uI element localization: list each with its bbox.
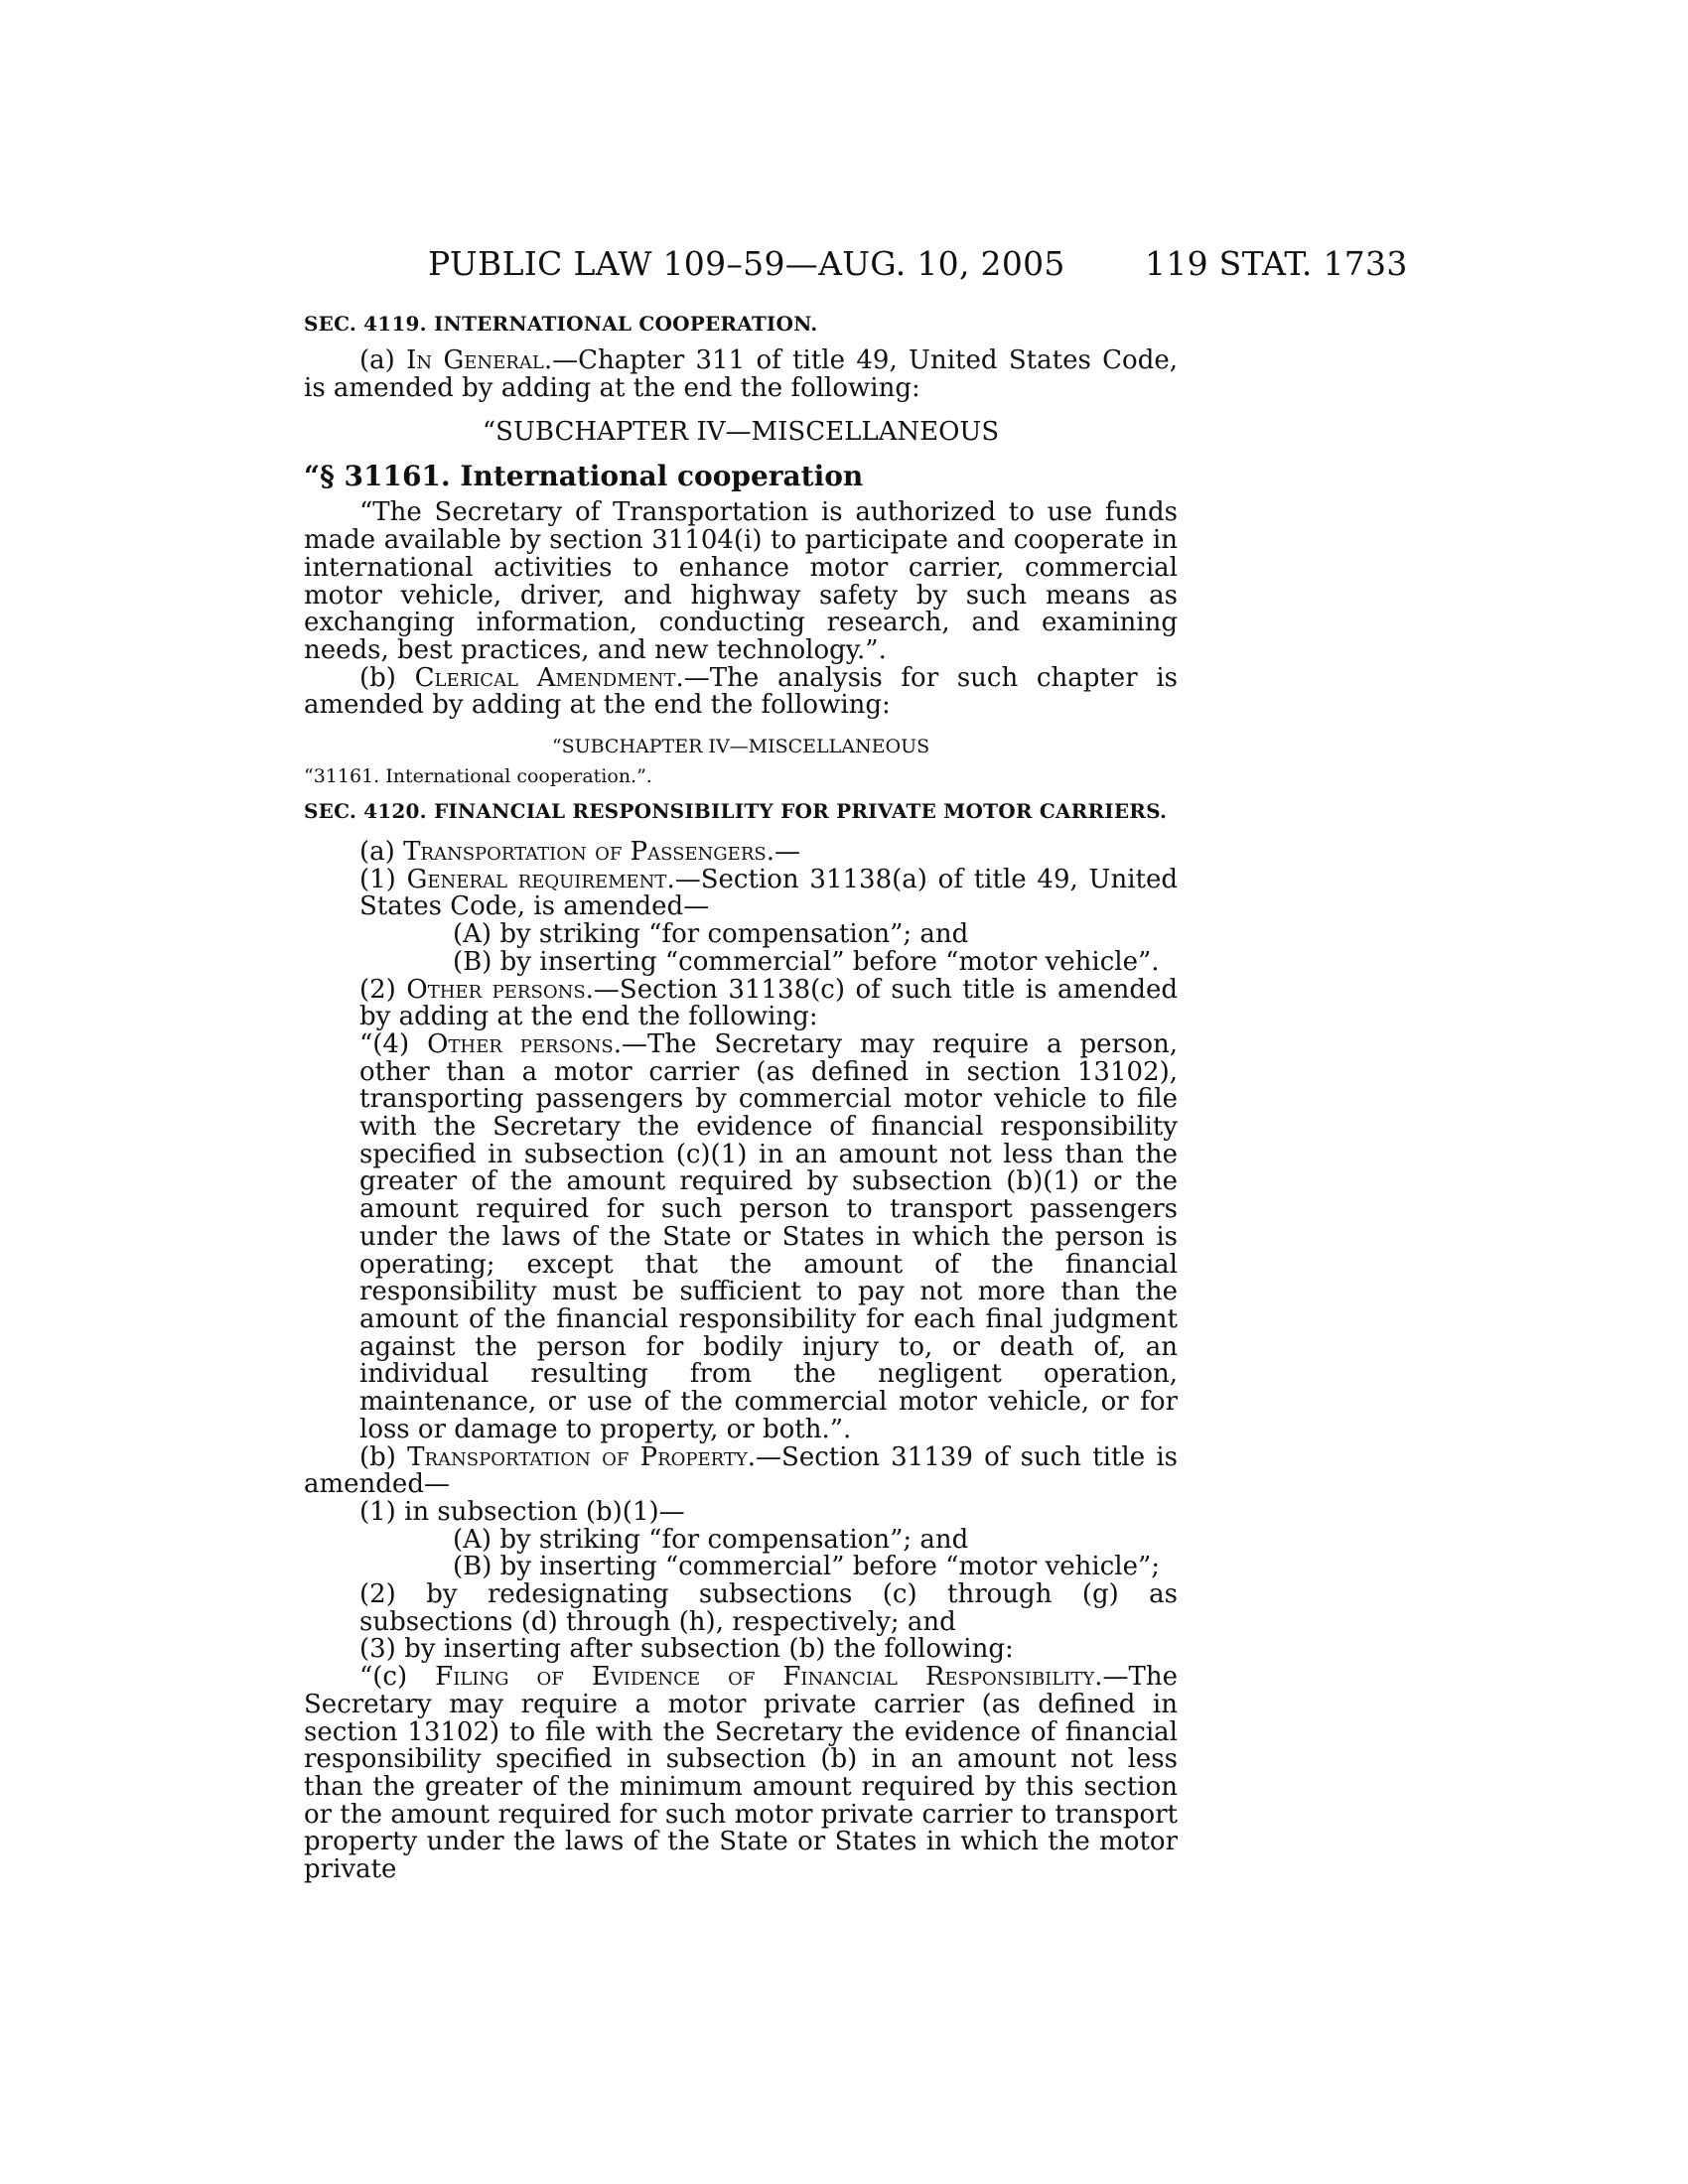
subsection-b-4119: (b) Clerical Amendment.—The analysis for such chapter is amended by adding at the end the following:	[304, 662, 1178, 721]
paragraph-a1: (1) General requirement.—Section 31138(a) of title 49, United States Code, is amended—	[359, 864, 1178, 922]
analysis-item: “31161. International cooperation.”.	[304, 765, 652, 788]
caption: In General	[406, 345, 544, 375]
document-body	[304, 312, 1178, 1884]
analysis-subchapter: “SUBCHAPTER IV—MISCELLANEOUS	[551, 736, 930, 758]
paragraph-b2: (2) by redesignating subsections (c) through (g) as subsections (d) through (h), respectively; and	[359, 1579, 1178, 1637]
subsection-c-new: “(c) Filing of Evidence of Financial Responsibility.—The Secretary may require a motor private carrier (as defined in section 13102) to file with the Secretary the evidence of financial responsibility specified in subsection (b) in an amount not less than the greater of the minimum amount required by this section or the amount required for such motor private carrier to transport property under the laws of the State or States in which the motor private	[304, 1662, 1178, 1885]
subsection-b-4120: (b) Transportation of Property.—Section 31139 of such title is amended—	[304, 1441, 1178, 1500]
paragraph-a2-4: “(4) Other persons.—The Secretary may require a person, other than a motor carrier (as defined in section 13102), transporting passengers by commercial motor vehicle to file with the Secretary the evidence of financial responsibility specified in subsection (c)(1) in an amount not less than the greater of the amount required by subsection (b)(1) or the amount required for such person to transport passengers under the laws of the State or States in which the person is operating; except that the amount of the financial responsibility must be sufficient to pay not more than the amount of the financial responsibility for each final judgment against the person for bodily injury to, or death of, an individual resulting from the negligent operation, maintenance, or use of the commercial motor vehicle, or for loss or damage to property, or both.”.	[359, 1028, 1178, 1444]
page-citation: 119 STAT. 1733	[1145, 244, 1408, 283]
subchapter-title: “SUBCHAPTER IV—MISCELLANEOUS	[482, 417, 1000, 448]
section-31161-text: “The Secretary of Transportation is authorized to use funds made available by section 31104(i) to participate and cooperate in international activities to enhance motor carrier, commercial motor vehicle, driver, and highway safety by such means as exchanging information, conducting research, and examining needs, best practices, and new technology.”.	[304, 497, 1178, 665]
subsection-a-4120: (a) Transportation of Passengers.—	[359, 837, 800, 868]
paragraph-b3: (3) by inserting after subsection (b) the following:	[359, 1634, 1014, 1665]
section-heading-4119: SEC. 4119. INTERNATIONAL COOPERATION.	[304, 312, 818, 336]
section-31161-heading: “§ 31161. International cooperation	[304, 460, 864, 493]
paragraph-b1: (1) in subsection (b)(1)—	[359, 1496, 685, 1527]
running-header: PUBLIC LAW 109–59—AUG. 10, 2005	[428, 244, 1065, 283]
paragraph-a1-A: (A) by striking “for compensation”; and	[453, 919, 969, 950]
paragraph-b1-A: (A) by striking “for compensation”; and	[453, 1524, 969, 1555]
paragraph-b1-B: (B) by inserting “commercial” before “motor vehicle”;	[453, 1552, 1161, 1582]
paragraph-a1-B: (B) by inserting “commercial” before “motor vehicle”.	[453, 946, 1160, 977]
paragraph-a2: (2) Other persons.—Section 31138(c) of such title is amended by adding at the end the following:	[359, 974, 1178, 1032]
section-heading-4120: SEC. 4120. FINANCIAL RESPONSIBILITY FOR PRIVATE MOTOR CARRIERS.	[304, 799, 1168, 824]
subsection-a-4119: (a) In General.—Chapter 311 of title 49, United States Code, is amended by adding at the end the following:	[304, 345, 1178, 403]
